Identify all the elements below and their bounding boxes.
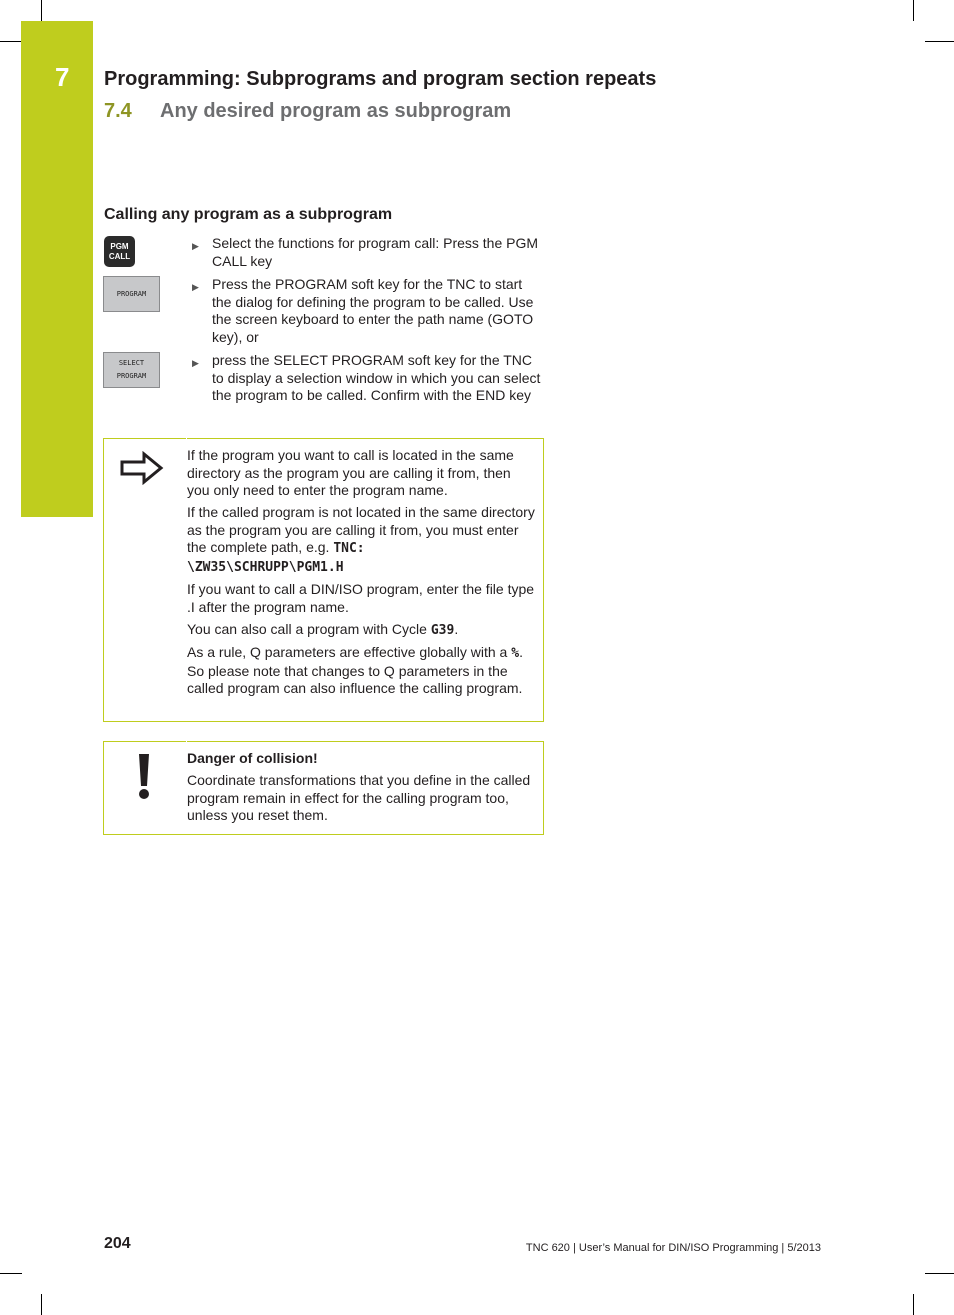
note-text: As a rule, Q parameters are effective globally with a [187,643,512,660]
note-text: You can also call a program with Cycle [187,620,431,637]
section-title [104,100,511,123]
section-title-text: Any desired program as subprogram [160,100,512,122]
note-paragraph [187,644,537,698]
chapter-tab [21,21,93,517]
softkey-label: PROGRAM [116,372,147,380]
arrow-right-outline-icon [120,451,164,490]
crop-mark [41,0,42,21]
danger-text: Coordinate transformations that you define in the called program remain in effect for the calling program too, unless you reset them. [187,772,531,824]
select-program-softkey [103,352,160,388]
page-number: 204 [104,1235,131,1252]
step [192,235,544,270]
note-content [187,447,537,702]
crop-mark [0,41,22,42]
step-text: press the SELECT PROGRAM soft key for the TNC to display a selection window in which you can select the program to be called. Confirm with the END key [212,352,541,404]
chapter-number: 7 [55,62,70,92]
pgm-call-key [104,236,135,267]
note-paragraph [187,621,537,640]
footer-text: TNC 620 | User’s Manual for DIN/ISO Programming | 5/2013 [525,1242,821,1254]
step [192,276,544,346]
chapter-title: Programming: Subprograms and program section repeats [104,68,657,90]
crop-mark [913,1294,914,1315]
triangle-bullet-icon: ▶ [192,358,199,368]
triangle-bullet-icon: ▶ [192,241,199,251]
key-label: PGM [110,241,129,251]
step-text: Press the PROGRAM soft key for the TNC to start the dialog for defining the program to be called. Use the screen keyboard to enter the path name (GOTO key), or [212,276,534,345]
path-code: TNC: [333,541,365,557]
section-number: 7.4 [104,100,132,122]
crop-mark [0,1273,22,1274]
crop-mark [41,1294,42,1315]
cycle-code: G39 [430,622,455,638]
note-paragraph [187,504,537,576]
program-softkey [103,276,160,312]
path-code: \ZW35\SCHRUPP\PGM1.H [187,560,344,576]
note-text: . [454,620,459,637]
note-paragraph: If you want to call a DIN/ISO program, enter the file type .I after the program name. [187,581,535,615]
exclamation-icon [137,754,151,805]
note-text: . So please note that changes to Q parameters in the called program can also influence the calling program. [187,643,523,697]
crop-mark [925,41,954,42]
softkey-label: SELECT [118,359,145,367]
subheading: Calling any program as a subprogram [104,206,393,223]
percent-code: % [511,645,520,661]
crop-mark [925,1273,954,1274]
note-text: If the called program is not located in the same directory as the program you are calling it from, you must enter the complete path, e.g. [187,504,535,556]
softkey-label: PROGRAM [116,289,147,298]
danger-content [187,750,537,829]
step-text: Select the functions for program call: Press the PGM CALL key [212,235,539,269]
danger-box [103,741,544,835]
step [192,352,544,405]
crop-mark [913,0,914,21]
danger-title: Danger of collision! [187,750,318,766]
note-box [103,438,544,722]
triangle-bullet-icon: ▶ [192,282,199,292]
note-paragraph: If the program you want to call is located in the same directory as the program you are calling it from, then you only need to enter the program name. [187,447,514,499]
key-label: CALL [108,251,131,261]
